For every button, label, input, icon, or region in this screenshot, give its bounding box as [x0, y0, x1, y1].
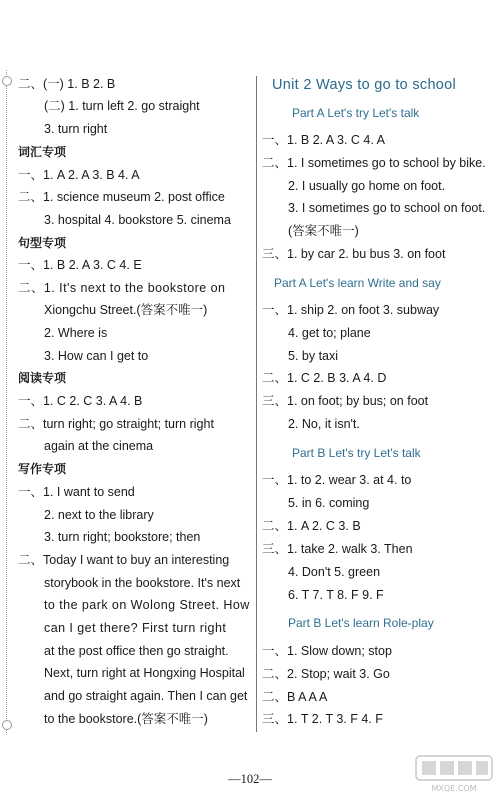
answer-line: 4. get to; plane [288, 326, 371, 340]
answer-line: 二、Today I want to buy an interesting [18, 553, 230, 567]
answer-line: 3. How can I get to [44, 349, 149, 363]
answer-line: Next, turn right at Hongxing Hospital [44, 666, 245, 680]
answer-line: 二、1. A 2. C 3. B [262, 519, 361, 533]
answer-line: and go straight again. Then I can get [44, 689, 248, 703]
answer-line: 一、1. ship 2. on foot 3. subway [262, 303, 440, 317]
binding-margin [6, 70, 8, 735]
answer-line: 2. next to the library [44, 508, 154, 522]
answer-line: 5. in 6. coming [288, 496, 370, 510]
answer-line: at the post office then go straight. [44, 644, 229, 658]
answer-line: 三、1. take 2. walk 3. Then [262, 542, 413, 556]
answer-line: 5. by taxi [288, 349, 339, 363]
answer-line: 二、turn right; go straight; turn right [18, 417, 214, 431]
answer-line: 3. hospital 4. bookstore 5. cinema [44, 213, 231, 227]
answer-line: 4. Don't 5. green [288, 565, 381, 579]
watermark-logo [414, 754, 494, 794]
answer-line: 一、1. Slow down; stop [262, 644, 392, 658]
answer-line: (二) 1. turn left 2. go straight [44, 99, 200, 113]
unit-title: Unit 2 Ways to go to school [272, 77, 457, 93]
answer-line: 一、1. C 2. C 3. A 4. B [18, 394, 143, 408]
answer-line: 二、1. C 2. B 3. A 4. D [262, 371, 387, 385]
answer-line: can I get there? First turn right [44, 621, 227, 635]
answer-line: 3. turn right [44, 122, 108, 136]
answer-line: 二、1. science museum 2. post office [18, 190, 225, 204]
part-heading: Part B Let's try Let's talk [292, 446, 421, 460]
section-heading: 阅读专项 [18, 371, 67, 385]
part-heading: Part A Let's try Let's talk [292, 106, 420, 120]
answer-line: 三、1. T 2. T 3. F 4. F [262, 712, 383, 726]
part-heading: Part B Let's learn Role-play [288, 616, 434, 630]
section-heading: 句型专项 [18, 236, 67, 250]
section-heading: 词汇专项 [18, 145, 67, 159]
binding-hole [2, 76, 12, 86]
binding-hole [2, 720, 12, 730]
answer-line: again at the cinema [44, 439, 154, 453]
answer-line: 二、B A A A [262, 690, 328, 704]
answer-line: 3. I sometimes go to school on foot. [288, 201, 486, 215]
answer-line: 一、1. B 2. A 3. C 4. E [18, 258, 142, 272]
page-number: —102— [228, 772, 272, 786]
answer-line: 三、1. on foot; by bus; on foot [262, 394, 429, 408]
section-heading: 写作专项 [18, 462, 67, 476]
part-heading: Part A Let's learn Write and say [274, 276, 441, 290]
answer-line: 三、1. by car 2. bu bus 3. on foot [262, 247, 446, 261]
answer-line: 一、1. I want to send [18, 485, 135, 499]
answer-line: to the bookstore.(答案不唯一) [44, 712, 208, 726]
answer-line: 二、(一) 1. B 2. B [18, 77, 116, 91]
answer-line: storybook in the bookstore. It's next [44, 576, 241, 590]
answer-line: (答案不唯一) [288, 224, 359, 238]
answer-line: 二、2. Stop; wait 3. Go [262, 667, 390, 681]
answer-line: 6. T 7. T 8. F 9. F [288, 588, 384, 602]
watermark-text: MXQE.COM [431, 784, 477, 793]
column-divider [256, 76, 257, 732]
answer-line: 一、1. to 2. wear 3. at 4. to [262, 473, 412, 487]
answer-line: 一、1. B 2. A 3. C 4. A [262, 133, 385, 147]
answer-line: 2. I usually go home on foot. [288, 179, 446, 193]
answer-line: to the park on Wolong Street. How [44, 598, 250, 612]
answer-line: 2. Where is [44, 326, 108, 340]
answer-line: 二、1. I sometimes go to school by bike. [262, 156, 486, 170]
answer-line: 2. No, it isn't. [288, 417, 360, 431]
answer-line: 二、1. It's next to the bookstore on [18, 281, 226, 295]
answer-line: Xiongchu Street.(答案不唯一) [44, 303, 208, 317]
answer-line: 3. turn right; bookstore; then [44, 530, 201, 544]
answer-line: 一、1. A 2. A 3. B 4. A [18, 168, 140, 182]
